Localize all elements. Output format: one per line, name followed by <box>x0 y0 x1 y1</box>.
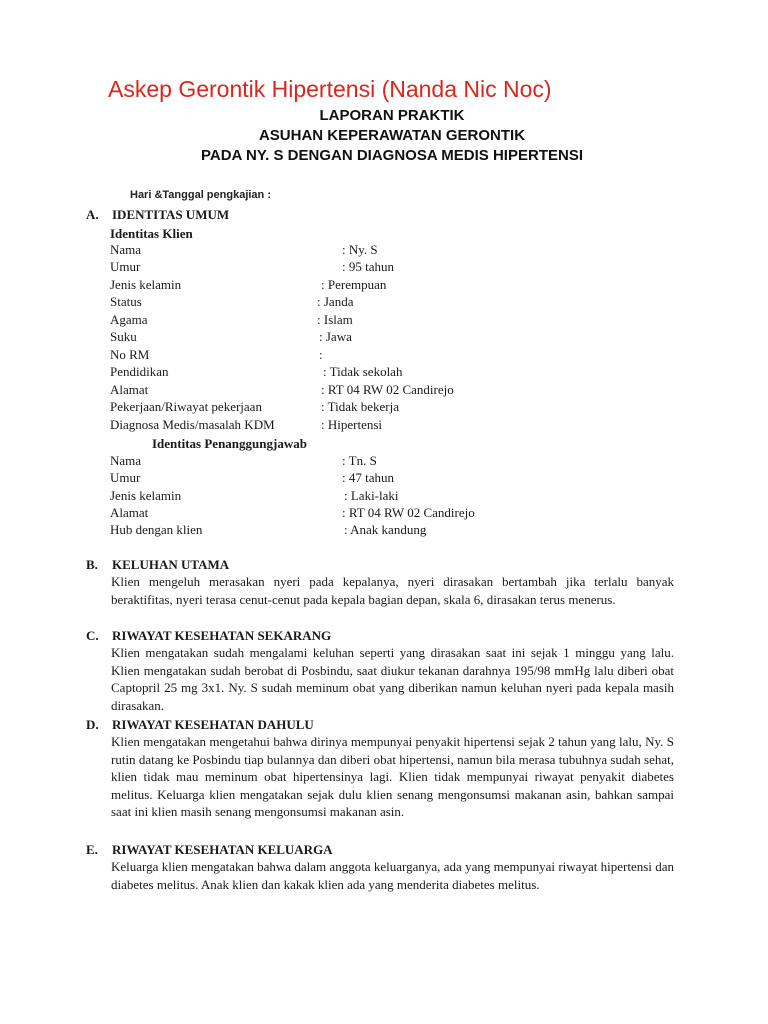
client-row-diagnosis: Diagnosa Medis/masalah KDM : Hipertensi <box>110 417 383 432</box>
section-c-heading <box>86 628 331 644</box>
section-e-text: Keluarga klien mengatakan bahwa dalam anggota keluarganya, ada yang mempunyai riwayat hipertensi dan diabetes melitus. Anak klien dan kakak klien ada yang menderita diabetes melitus. <box>111 859 674 892</box>
client-row-status: Status : Janda <box>110 294 354 309</box>
guardian-row-gender: Jenis kelamin : Laki-laki <box>110 488 399 503</box>
section-d-title: RIWAYAT KESEHATAN DAHULU <box>112 717 314 732</box>
client-row-religion: Agama : Islam <box>110 312 353 327</box>
section-c-letter: C. <box>86 628 99 643</box>
section-c-text: Klien mengatakan sudah mengalami keluhan seperti yang dirasakan saat ini sejak 1 minggu yang lalu. Klien mengatakan sudah berobat di Posbindu, saat diukur tekanan darahnya 195/98 mmHg lalu diberi obat Captopril 25 mg 3x1. Ny. S sudah meminum obat yang diberikan namun keluhan nyeri pada kepala masih dirasakan. <box>111 645 674 713</box>
section-c-title: RIWAYAT KESEHATAN SEKARANG <box>112 628 332 643</box>
client-row-education: Pendidikan : Tidak sekolah <box>110 364 403 379</box>
document-title: Askep Gerontik Hipertensi (Nanda Nic Noc) <box>108 76 552 102</box>
report-heading-line-1: LAPORAN PRAKTIK <box>319 107 465 124</box>
client-row-medical-record: No RM : <box>110 347 323 362</box>
section-b-heading <box>86 557 229 573</box>
section-b-letter: B. <box>86 557 98 572</box>
report-heading-line-2: ASUHAN KEPERAWATAN GERONTIK <box>258 127 526 144</box>
section-a-letter: A. <box>86 207 99 222</box>
report-heading-line-3: PADA NY. S DENGAN DIAGNOSA MEDIS HIPERTENSI <box>201 147 583 164</box>
guardian-row-age: Umur : 47 tahun <box>110 470 394 485</box>
section-e-letter: E. <box>86 842 98 857</box>
section-d-letter: D. <box>86 717 99 732</box>
guardian-row-name: Nama : Tn. S <box>110 453 377 468</box>
guardian-identity-heading: Identitas Penanggungjawab <box>152 436 307 451</box>
section-d-text: Klien mengatakan mengetahui bahwa dirinya mempunyai penyakit hipertensi sejak 2 tahun yang lalu, Ny. S rutin datang ke Posbindu tiap bulannya dan diberi obat hipertensi, namun bila merasa tubuhnya sudah sehat, klien tidak mau meminum obat hipertensinya lagi. Klien tidak mempunyai riwayat penyakit diabetes melitus. Keluarga klien mengatakan sejak dulu klien senang mengonsumsi makanan asin, bahkan sampai saat ini klien masih senang mengonsumsi makanan asin. <box>111 734 674 820</box>
section-a-heading <box>86 207 229 223</box>
section-e-title: RIWAYAT KESEHATAN KELUARGA <box>112 842 333 857</box>
client-row-name: Nama : Ny. S <box>110 242 378 257</box>
section-b-text: Klien mengeluh merasakan nyeri pada kepalanya, nyeri dirasakan bertambah jika terlalu banyak beraktifitas, nyeri terasa cenut-cenut pada kepala bagian depan, skala 6, dirasakan terus menerus. <box>111 574 674 607</box>
section-d-heading <box>86 717 314 733</box>
client-row-age: Umur : 95 tahun <box>110 259 394 274</box>
assessment-date-label: Hari &Tanggal pengkajian : <box>130 189 271 201</box>
client-identity-heading: Identitas Klien <box>110 226 193 241</box>
section-e-heading <box>86 842 333 858</box>
guardian-row-relation: Hub dengan klien : Anak kandung <box>110 522 427 537</box>
section-b-title: KELUHAN UTAMA <box>112 557 230 572</box>
guardian-row-address: Alamat : RT 04 RW 02 Candirejo <box>110 505 475 520</box>
client-row-occupation: Pekerjaan/Riwayat pekerjaan : Tidak bekerja <box>110 399 399 414</box>
section-a-title: IDENTITAS UMUM <box>112 207 230 222</box>
client-row-gender: Jenis kelamin : Perempuan <box>110 277 387 292</box>
report-heading <box>0 106 768 166</box>
client-row-address: Alamat : RT 04 RW 02 Candirejo <box>110 382 454 397</box>
client-row-ethnicity: Suku : Jawa <box>110 329 352 344</box>
